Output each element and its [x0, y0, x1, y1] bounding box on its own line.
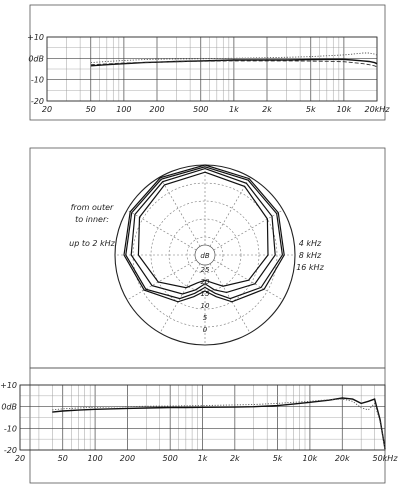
x-tick-label: 5k: [305, 105, 316, 114]
x-tick-label: 2k: [229, 454, 240, 463]
x-tick-label: 2k: [262, 105, 272, 114]
x-tick-label: 20kHz: [364, 105, 390, 114]
y-tick-label: -20: [30, 97, 44, 106]
x-tick-label: 1k: [229, 105, 239, 114]
x-tick-label: 500: [193, 105, 209, 114]
x-tick-label: 50: [57, 454, 68, 463]
y-tick-label: +10: [27, 33, 44, 42]
polar-unit-label: dB: [200, 252, 210, 260]
polar-r-tick-label: 20: [200, 278, 210, 286]
x-tick-label: 20: [14, 454, 26, 463]
polar-pattern-panel: [30, 148, 385, 368]
polar-r-tick-label: 25: [200, 266, 210, 274]
x-tick-label: 50kHz: [372, 454, 398, 463]
annotation-8khz: 8 kHz: [298, 251, 322, 260]
x-tick-label: 200: [149, 105, 165, 114]
grid: [47, 37, 377, 101]
annotation-16khz: 16 kHz: [296, 263, 324, 272]
annotation-up-to-2khz: up to 2 kHz: [69, 239, 115, 248]
x-tick-label: 10k: [336, 105, 352, 114]
x-tick-label: 10k: [302, 454, 318, 463]
x-tick-label: 200: [119, 454, 136, 463]
series-line: [52, 398, 385, 449]
annotation-to-inner: to inner:: [75, 215, 109, 224]
annotation-from-outer: from outer: [70, 203, 114, 212]
x-tick-label: 100: [87, 454, 103, 463]
polar-r-tick-label: 0: [202, 326, 208, 334]
y-tick-label: +10: [0, 381, 17, 390]
y-tick-label: -10: [3, 424, 17, 434]
frequency-response-bottom-panel: [0, 368, 398, 483]
y-tick-label: -20: [3, 446, 17, 455]
x-tick-label: 5k: [272, 454, 283, 463]
annotation-4khz: 4 kHz: [298, 239, 322, 248]
grid: [20, 385, 385, 450]
polar-r-tick-label: 5: [202, 314, 208, 322]
y-tick-label: 0dB: [1, 402, 17, 412]
polar-ray: [127, 210, 196, 250]
x-tick-label: 500: [162, 454, 178, 463]
frequency-response-top-panel: [27, 5, 390, 120]
polar-r-tick-label: 15: [200, 290, 210, 298]
x-tick-label: 50: [85, 105, 96, 114]
x-tick-label: 20k: [334, 454, 350, 463]
panel-frame: [30, 5, 385, 120]
x-tick-label: 20: [41, 105, 53, 114]
x-tick-label: 1k: [197, 454, 208, 463]
y-tick-label: -10: [30, 75, 44, 85]
y-tick-label: 0dB: [28, 54, 44, 64]
polar-r-tick-label: 10: [200, 302, 210, 310]
x-tick-label: 100: [116, 105, 132, 114]
